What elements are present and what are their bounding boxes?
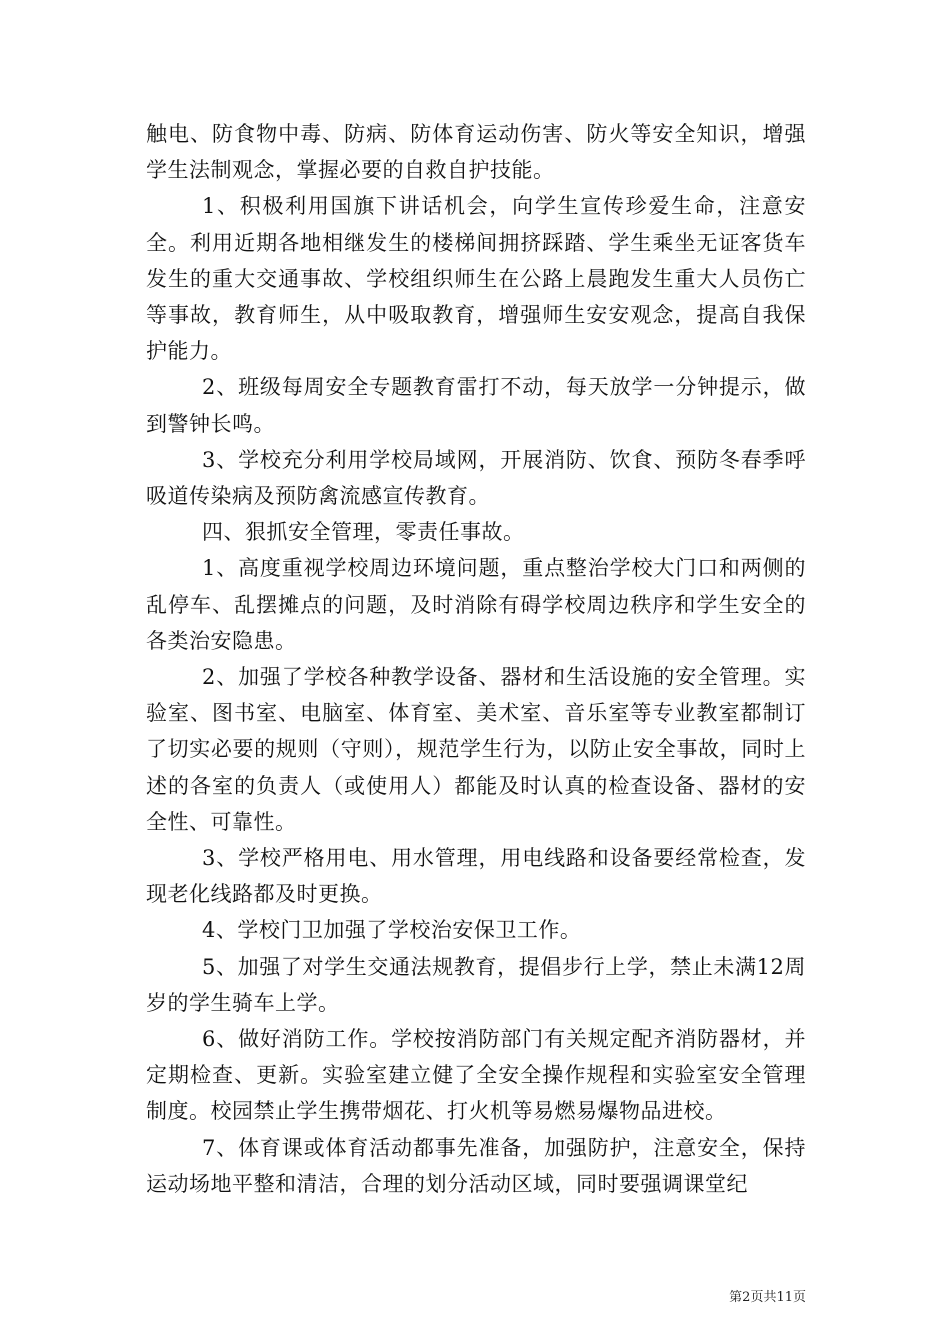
paragraph-continuation: 触电、防食物中毒、防病、防体育运动伤害、防火等安全知识，增强学生法制观念，掌握必要的自救自护技能。 — [146, 122, 806, 183]
paragraph-item-4-guard: 4、学校门卫加强了学校治安保卫工作。 — [202, 918, 582, 943]
paragraph-item-1-flag-speech: 1、积极利用国旗下讲话机会，向学生宣传珍爱生命，注意安全。利用近期各地相继发生的楼梯间拥挤踩踏、学生乘坐无证客货车发生的重大交通事故、学校组织师生在公路上晨跑发生重大人员伤亡等事故，教育师生，从中吸取教育，增强师生安安观念，提高自我保护能力。 — [146, 194, 806, 364]
paragraph-item-3-campus-network: 3、学校充分利用学校局域网，开展消防、饮食、预防冬春季呼吸道传染病及预防禽流感宣传教育。 — [146, 447, 806, 509]
document-body — [146, 116, 806, 1202]
section-heading-safety-management: 四、狠抓安全管理，零责任事故。 — [202, 520, 525, 545]
paragraph-item-1-surroundings: 1、高度重视学校周边环境问题，重点整治学校大门口和两侧的乱停车、乱摆摊点的问题，及时消除有碍学校周边秩序和学生安全的各类治安隐患。 — [146, 556, 806, 653]
page-number-footer: 第2页共11页 — [729, 1290, 806, 1305]
paragraph-item-3-electricity: 3、学校严格用电、用水管理，用电线路和设备要经常检查，发现老化线路都及时更换。 — [146, 846, 806, 907]
paragraph-item-2-equipment: 2、加强了学校各种教学设备、器材和生活设施的安全管理。实验室、图书室、电脑室、体育室、美术室、音乐室等专业教室都制订了切实必要的规则（守则），规范学生行为，以防止安全事故，同时上述的各室的负责人（或使用人）都能及时认真的检查设备、器材的安全性、可靠性。 — [146, 665, 806, 834]
paragraph-item-7-sports: 7、体育课或体育活动都事先准备，加强防护，注意安全，保持运动场地平整和清洁，合理的划分活动区域，同时要强调课堂纪 — [146, 1135, 806, 1196]
paragraph-item-6-fire: 6、做好消防工作。学校按消防部门有关规定配齐消防器材，并定期检查、更新。实验室建立健了全安全操作规程和实验室安全管理制度。校园禁止学生携带烟花、打火机等易燃易爆物品进校。 — [146, 1027, 806, 1124]
paragraph-item-2-weekly-education: 2、班级每周安全专题教育雷打不动，每天放学一分钟提示，做到警钟长鸣。 — [146, 375, 806, 436]
paragraph-item-5-traffic: 5、加强了对学生交通法规教育，提倡步行上学，禁止未满12周岁的学生骑车上学。 — [146, 954, 806, 1015]
